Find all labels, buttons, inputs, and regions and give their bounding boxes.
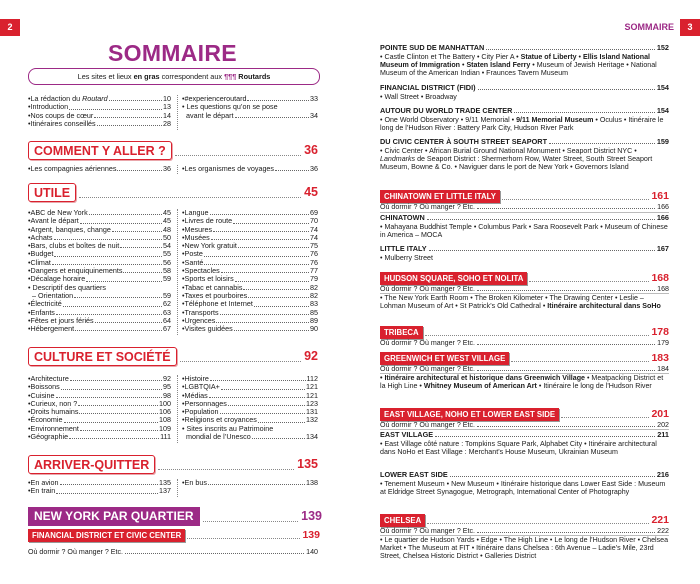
subsection-financial-district[interactable]	[28, 529, 320, 542]
bullet: •	[28, 299, 31, 309]
toc-entry[interactable]: • Urgences 89	[182, 315, 318, 325]
bullet: •	[182, 299, 185, 309]
toc-entry[interactable]: Où dormir ? Où manger ? Etc. 140	[28, 548, 318, 556]
subsection-tribeca[interactable]: TRIBECA 178	[380, 326, 669, 339]
toc-entry[interactable]: • Musées 74	[182, 232, 318, 242]
toc-entry[interactable]: • Histoire 112	[182, 374, 318, 383]
toc-entry[interactable]: • Avant le départ 45	[28, 216, 171, 226]
section-page: 139	[301, 509, 322, 524]
bullet: •	[182, 274, 185, 284]
toc-entry[interactable]: avant le départ 34	[182, 112, 318, 120]
entry-text: • Wall Street • Broadway	[380, 93, 457, 101]
comment-column-2	[182, 165, 318, 173]
toc-entry[interactable]: • Architecture 92	[28, 374, 171, 383]
bullet: •	[182, 94, 185, 103]
legend-post: Routards	[236, 72, 271, 81]
bullet: •	[182, 398, 185, 408]
bullet: •	[28, 118, 31, 128]
legend-stars-icon: ¶¶¶	[224, 72, 237, 81]
bullet: •	[182, 164, 185, 173]
toc-entry[interactable]: • Spectacles 77	[182, 266, 318, 276]
bullet: •	[28, 398, 31, 408]
subsection-east-village[interactable]: EAST VILLAGE, NOHO ET LOWER EAST SIDE 201	[380, 408, 669, 421]
right-page	[350, 0, 700, 584]
entry-text: • East Village côté nature : Tompkins Square Park, Alphabet City • Itinéraire architectural dans NoHo et East Village : Merchant’s House Museum, Ukrainian Museum	[380, 440, 657, 457]
entry-text: • Mahayana Buddhist Temple • Columbus Park • Sara Roosevelt Park • Museum of Chinese in America – MOCA	[380, 223, 668, 240]
bullet: •	[28, 266, 31, 276]
toc-entry[interactable]: • Tabac et cannabis 82	[182, 282, 318, 292]
utile-column-1	[28, 209, 171, 333]
entry-little-italy[interactable]: LITTLE ITALY 167	[380, 243, 669, 253]
toc-entry[interactable]: Où dormir ? Où manger ? Etc. 222	[380, 527, 669, 535]
toc-entry[interactable]: • Médias 121	[182, 390, 318, 400]
entry-east-village[interactable]: EAST VILLAGE 211	[380, 429, 669, 439]
toc-entry[interactable]: • New York gratuit 75	[182, 241, 318, 251]
running-header: SOMMAIRE	[624, 22, 674, 32]
entry-text: • Tenement Museum • New Museum • Itinéraire historique dans Lower East Side : Museum at Eldridge Street Synagogue, Metrograph, International Center of Photography	[380, 480, 666, 497]
toc-entry[interactable]: • En train 137	[28, 486, 171, 496]
column-divider	[177, 479, 178, 497]
bullet: •	[28, 232, 31, 242]
culture-column-2	[182, 375, 318, 441]
bullet: •	[28, 324, 31, 334]
bullet: •	[28, 478, 31, 487]
toc-entry[interactable]: • Bars, clubs et boîtes de nuit 54	[28, 241, 171, 251]
toc-entry[interactable]: • Sites inscrits au Patrimoine	[182, 423, 274, 433]
toc-entry[interactable]: • Personnages 123	[182, 398, 318, 408]
toc-entry[interactable]: • Les compagnies aériennes 36	[28, 164, 171, 173]
bullet: •	[28, 374, 31, 383]
arriver-column-2	[182, 479, 318, 487]
toc-entry[interactable]: • Budget 55	[28, 249, 171, 259]
bullet: •	[182, 232, 185, 242]
right-page-number: 3	[680, 19, 700, 36]
section-title: NEW YORK PAR QUARTIER	[28, 507, 200, 526]
bullet: •	[182, 208, 185, 217]
toc-entry[interactable]: Où dormir ? Où manger ? Etc. 168	[380, 285, 669, 293]
bullet: •	[28, 415, 31, 425]
bullet: •	[182, 249, 185, 259]
subsection-chinatown-little-italy[interactable]: CHINATOWN ET LITTLE ITALY 161	[380, 190, 669, 203]
entry-text: • Le quartier de Hudson Yards • Edge • The High Line • Le long de l’Hudson River • Chelsea Market • The Museum at FIT • Itinéraire dans Chelsea : 6th Avenue – Ladie’s Mile, 23rd Street, Chelsea Historic District • Galleries District	[380, 536, 669, 561]
bullet: •	[28, 208, 31, 217]
entry-chinatown[interactable]: CHINATOWN 166	[380, 212, 669, 222]
bullet: •	[182, 290, 185, 300]
toc-entry[interactable]: • ABC de New York 45	[28, 208, 171, 217]
bullet: •	[182, 315, 185, 325]
section-page: 135	[297, 457, 318, 472]
subsection-hudson-square[interactable]: HUDSON SQUARE, SOHO ET NOLITA 168	[380, 272, 669, 285]
bullet: •	[182, 224, 185, 234]
bullet: •	[28, 282, 33, 292]
toc-entry[interactable]: • Curieux, non ? 100	[28, 398, 171, 408]
section-page: 45	[304, 185, 318, 200]
bullet: •	[28, 249, 31, 259]
entry-text: • One World Observatory • 9/11 Memorial • 9/11 Memorial Museum • Oculus • Itinéraire le long de l’Hudson River : Battery Park City, Hudson River Park	[380, 116, 664, 133]
toc-entry[interactable]: – Orientation 59	[28, 292, 171, 300]
toc-entry[interactable]: • #experienceroutard 33	[182, 94, 318, 103]
bullet: •	[182, 390, 185, 400]
toc-entry[interactable]: • Itinéraires conseillés 28	[28, 118, 171, 128]
culture-column-1	[28, 375, 171, 441]
toc-entry[interactable]: • Fêtes et jours fériés 64	[28, 315, 171, 325]
bullet: •	[28, 94, 31, 103]
left-page-number: 2	[0, 19, 20, 36]
entry-text: • Civic Center • African Burial Ground National Monument • Seaport District NYC • Landmarks de Seaport District : Shermerhorn Row, Water Street, South Street Seaport Museum, Bowne & Co. • Naviguer dans le port de New York • Governors Island	[380, 147, 653, 172]
toc-entry[interactable]: • La rédaction du Routard 10	[28, 94, 171, 103]
toc-entry[interactable]: • LGBTQIA+ 121	[182, 382, 318, 392]
bullet: •	[28, 224, 31, 234]
toc-entry[interactable]: • Dangers et enquiquinements 58	[28, 266, 171, 276]
bullet: •	[28, 382, 31, 392]
bullet: •	[28, 274, 31, 284]
toc-entry[interactable]: • Population 131	[182, 407, 318, 417]
bullet: •	[28, 407, 31, 417]
section-page: 92	[304, 349, 318, 364]
entry-wtc[interactable]: AUTOUR DU WORLD TRADE CENTER 154	[380, 105, 669, 115]
toc-entry[interactable]: Où dormir ? Où manger ? Etc. 179	[380, 339, 669, 347]
toc-entry[interactable]: • Taxes et pourboires 82	[182, 290, 318, 300]
bullet: •	[182, 374, 185, 383]
subsection-greenwich[interactable]: GREENWICH ET WEST VILLAGE 183	[380, 352, 669, 365]
column-divider	[177, 209, 178, 335]
toc-entry[interactable]: Où dormir ? Où manger ? Etc. 166	[380, 203, 669, 211]
toc-entry[interactable]: • Enfants 63	[28, 307, 171, 317]
toc-entry[interactable]: • Mesures 74	[182, 224, 318, 234]
entry-text: • The New York Earth Room • The Broken Kilometer • The Drawing Center • Leslie – Lohman Museum of Art • St Patrick’s Old Cathedral • Itinéraire architectural dans SoHo	[380, 294, 661, 311]
bullet: •	[28, 164, 31, 173]
toc-entry[interactable]: • En avion 135	[28, 478, 171, 487]
bullet: •	[182, 307, 185, 317]
toc-entry[interactable]: mondial de l’Unesco 134	[182, 433, 318, 441]
bullet: •	[182, 241, 185, 251]
bullet: •	[28, 216, 31, 226]
column-divider	[177, 95, 178, 130]
section-arriver-quitter[interactable]	[28, 455, 318, 474]
column-divider	[177, 165, 178, 174]
toc-entry[interactable]: • Langue 69	[182, 208, 318, 217]
toc-entry[interactable]: • En bus 138	[182, 478, 318, 487]
bullet: •	[182, 257, 185, 267]
bullet: •	[28, 110, 31, 120]
bullet: •	[28, 486, 31, 496]
toc-entry[interactable]: • Droits humains 106	[28, 407, 171, 417]
toc-entry[interactable]: • Visites guidées 90	[182, 324, 318, 334]
toc-entry[interactable]: • Environnement 109	[28, 423, 171, 433]
page-title: SOMMAIRE	[108, 40, 237, 66]
comment-column-1	[28, 165, 171, 173]
bullet: •	[182, 423, 187, 433]
bullet: •	[28, 390, 31, 400]
bullet: •	[182, 102, 187, 112]
bullet: •	[28, 315, 31, 325]
intro-column-2	[182, 95, 318, 120]
entry-fidi[interactable]: FINANCIAL DISTRICT (FIDI) 154	[380, 82, 669, 92]
bullet: •	[182, 382, 185, 392]
section-culture[interactable]	[28, 347, 318, 366]
legend-pre: Les sites et lieux	[77, 72, 134, 81]
toc-entry[interactable]: • Livres de route 70	[182, 216, 318, 226]
toc-entry[interactable]: • Nos coups de cœur 14	[28, 110, 171, 120]
legend-box	[28, 68, 320, 85]
bullet: •	[28, 432, 31, 442]
intro-column-1	[28, 95, 171, 128]
section-title: UTILE	[28, 183, 76, 202]
toc-entry[interactable]: • Boissons 95	[28, 382, 171, 392]
toc-entry[interactable]: • Décalage horaire 59	[28, 274, 171, 284]
toc-entry[interactable]: • Téléphone et Internet 83	[182, 299, 318, 309]
bullet: •	[182, 324, 185, 334]
bullet: •	[28, 307, 31, 317]
toc-entry[interactable]: • Climat 56	[28, 257, 171, 267]
subsection-chelsea[interactable]: CHELSEA 221	[380, 514, 669, 527]
bullet: •	[182, 478, 185, 487]
toc-entry[interactable]: • Santé 76	[182, 257, 318, 267]
toc-entry[interactable]: • Électricité 62	[28, 299, 171, 309]
toc-entry[interactable]: • Économie 108	[28, 415, 171, 425]
toc-entry[interactable]: • Poste 76	[182, 249, 318, 259]
subsection-title: FINANCIAL DISTRICT ET CIVIC CENTER	[28, 529, 185, 542]
toc-entry[interactable]: • Descriptif des quartiers	[28, 282, 107, 292]
toc-entry[interactable]: • Religions et croyances 132	[182, 415, 318, 425]
column-divider	[177, 375, 178, 443]
entry-text: • Mulberry Street	[380, 254, 433, 262]
toc-entry[interactable]: • Sports et loisirs 79	[182, 274, 318, 284]
toc-entry[interactable]: • Introduction 13	[28, 102, 171, 112]
bullet: •	[182, 407, 185, 417]
section-new-york-par-quartier[interactable]	[28, 507, 322, 526]
bullet: •	[182, 415, 185, 425]
toc-entry[interactable]: • Transports 85	[182, 307, 318, 317]
entry-lower-east-side[interactable]: LOWER EAST SIDE 216	[380, 469, 669, 479]
bullet: •	[182, 216, 185, 226]
bullet: •	[28, 241, 31, 251]
legend-bold: en gras	[133, 72, 160, 81]
subsection-page: 139	[302, 529, 320, 542]
entry-text: • Castle Clinton et The Battery • City Pier A • Statue of Liberty • Ellis Island National Museum of Immigration • Staten Island Ferry • Museum of Jewish Heritage • National Museum of the American Indian • Fraunces Tavern Museum	[380, 53, 657, 78]
toc-entry[interactable]: • Achats 50	[28, 232, 171, 242]
section-title: CULTURE ET SOCIÉTÉ	[28, 347, 177, 366]
section-title: ARRIVER-QUITTER	[28, 455, 155, 474]
bullet: •	[28, 423, 31, 433]
section-page: 36	[304, 143, 318, 158]
bullet: •	[28, 257, 31, 267]
entry-pointe-sud[interactable]: POINTE SUD DE MANHATTAN 152	[380, 42, 669, 52]
bullet: •	[182, 282, 185, 292]
toc-entry[interactable]: • Les questions qu’on se pose	[182, 102, 278, 112]
toc-entry[interactable]: • Les organismes de voyages 36	[182, 164, 318, 173]
toc-entry[interactable]: • Hébergement 67	[28, 324, 171, 334]
toc-entry[interactable]: Où dormir ? Où manger ? Etc. 184	[380, 365, 669, 373]
toc-entry[interactable]: • Argent, banques, change 48	[28, 224, 171, 234]
bullet: •	[28, 102, 31, 112]
section-comment-y-aller[interactable]	[28, 141, 318, 160]
section-title: COMMENT Y ALLER ?	[28, 141, 172, 160]
bullet: •	[182, 266, 185, 276]
section-utile[interactable]	[28, 183, 318, 202]
arriver-column-1	[28, 479, 171, 496]
toc-entry[interactable]: • Cuisine 98	[28, 390, 171, 400]
entry-civic-center[interactable]: DU CIVIC CENTER À SOUTH STREET SEAPORT 159	[380, 136, 669, 146]
toc-entry[interactable]: • Géographie 111	[28, 432, 171, 442]
legend-mid: correspondent aux	[159, 72, 225, 81]
toc-entry[interactable]: Où dormir ? Où manger ? Etc. 202	[380, 421, 669, 429]
utile-column-2	[182, 209, 318, 333]
entry-text: • Itinéraire architectural et historique dans Greenwich Village • Meatpacking District et la High Line • Whitney Museum of American Art • Itinéraire le long de l’Hudson River	[380, 374, 664, 391]
